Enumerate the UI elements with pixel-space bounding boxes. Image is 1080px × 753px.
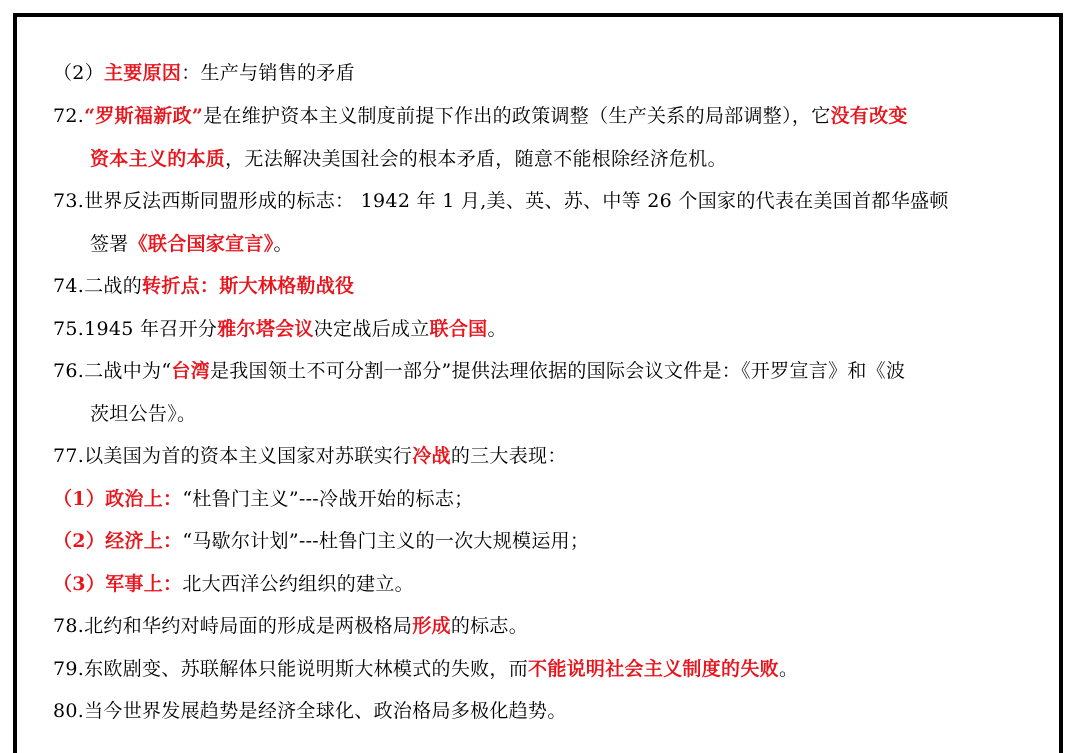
body-text: 74.二战的 (53, 275, 143, 297)
body-text: 73.世界反法西斯同盟形成的标志： 1942 年 1 月,美、英、苏、中等 26 个国家的代表在美国首都华盛顿 (53, 190, 949, 212)
body-text: 签署 (90, 233, 129, 255)
body-text: 75.1945 年召开分 (53, 318, 218, 340)
body-text: 茨坦公告》。 (90, 403, 197, 425)
highlight-text: 联合国 (429, 318, 488, 340)
body-text: 。 (273, 233, 293, 255)
body-text: 决定战后成立 (313, 318, 430, 340)
highlight-text: 雅尔塔会议 (217, 318, 314, 340)
highlight-text: 不能说明社会主义制度的失败 (528, 658, 779, 680)
text-line-80 (53, 698, 567, 724)
body-text: 。 (778, 658, 799, 680)
body-text: 是在维护资本主义制度前提下作出的政策调整（生产关系的局部调整），它 (203, 105, 831, 127)
text-line-73-cont (90, 231, 293, 257)
body-text: “马歇尔计划”---杜鲁门主义的一次大规模运用； (182, 530, 590, 552)
body-text: ，无法解决美国社会的根本矛盾，随意不能根除经济危机。 (225, 148, 727, 170)
text-line-77-3 (53, 571, 414, 597)
body-text: 北大西洋公约组织的建立。 (182, 573, 414, 595)
text-line-72 (53, 103, 908, 129)
body-text: 79.东欧剧变、苏联解体只能说明斯大林模式的失败，而 (53, 658, 529, 680)
text-line-79 (53, 656, 798, 682)
text-line-77 (53, 443, 567, 469)
highlight-text: 台湾 (171, 360, 210, 382)
highlight-text: 资本主义的本质 (90, 148, 226, 170)
highlight-text: 主要原因 (104, 62, 182, 84)
text-line-74 (53, 273, 354, 299)
text-line-reason (53, 60, 355, 86)
text-line-78 (53, 613, 528, 639)
body-text: 80.当今世界发展趋势是经济全球化、政治格局多极化趋势。 (53, 700, 567, 722)
body-text: “杜鲁门主义”---冷战开始的标志； (182, 488, 474, 510)
highlight-text: 《联合国家宣言》 (128, 233, 274, 255)
text-line-77-1 (53, 486, 473, 512)
highlight-text: （3）军事上： (53, 573, 183, 595)
body-text: 76.二战中为“ (53, 360, 172, 382)
highlight-text: 转折点：斯大林格勒战役 (142, 275, 355, 297)
body-text: ：生产与销售的矛盾 (181, 62, 355, 84)
text-line-76-cont (90, 401, 196, 427)
text-line-75 (53, 316, 507, 342)
highlight-text: （1）政治上： (53, 488, 183, 510)
text-line-77-2 (53, 528, 589, 554)
highlight-text: 没有改变 (830, 105, 908, 127)
body-text: 72. (53, 105, 85, 127)
body-text: 的三大表现： (450, 445, 567, 467)
page-frame (13, 13, 1063, 753)
highlight-text: 形成 (412, 615, 451, 637)
body-text: 是我国领土不可分割一部分”提供法理依据的国际会议文件是：《开罗宣言》和《波 (209, 360, 906, 382)
body-text: 78.北约和华约对峙局面的形成是两极格局 (53, 615, 413, 637)
highlight-text: 冷战 (412, 445, 451, 467)
body-text: 的标志。 (450, 615, 529, 637)
text-line-72-cont (90, 146, 727, 172)
text-line-76 (53, 358, 905, 384)
body-text: 77.以美国为首的资本主义国家对苏联实行 (53, 445, 413, 467)
highlight-text: “罗斯福新政” (84, 105, 204, 127)
text-line-73 (53, 188, 949, 214)
body-text: （2） (53, 62, 104, 84)
highlight-text: （2）经济上： (53, 530, 183, 552)
body-text: 。 (487, 318, 507, 340)
